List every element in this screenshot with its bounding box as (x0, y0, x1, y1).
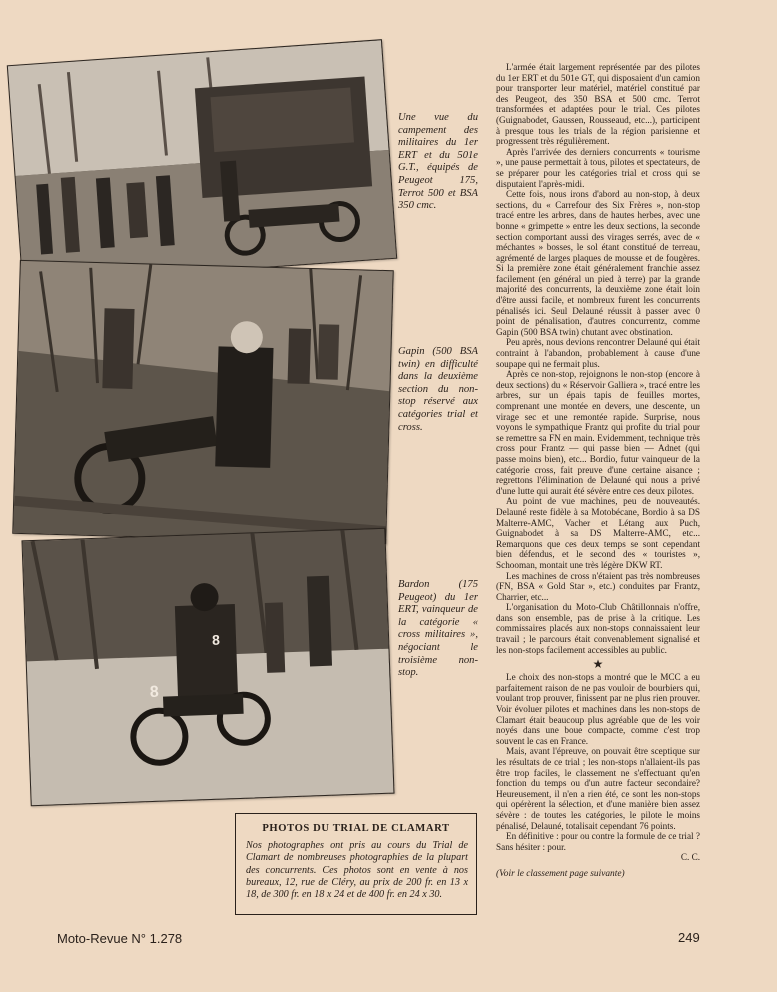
article-paragraph: Le choix des non-stops a montré que le MCC a eu parfaitement raison de ne pas vouloir de bourbiers qui, voulant trop prouver, finissent par ne plus rien prouver. Voir évoluer pilotes et machines dans les non-stops de Clamart était beaucoup plus agréable que de les voir noyés dans une boue compacte, comme c'est trop souvent le cas en France. (496, 672, 700, 746)
photo-bardon (21, 528, 394, 807)
caption-photo2: Gapin (500 BSA twin) en difficulté dans la deuxième section du non-stop réservé aux catégories trial et cross. (398, 346, 478, 433)
photos-box-text: Nos photographes ont pris au cours du Trial de Clamart de nombreuses photographies de la plupart des concurrents. Ces photos sont en vente à nos bureaux, 12, rue de Cléry, au prix de 200 fr. en 13 x 18, de 300 fr. en 18 x 24 et de 400 fr. en 24 x 30. (246, 840, 468, 901)
page-number: 249 (678, 930, 700, 945)
photo-military-camp (7, 39, 397, 285)
article-paragraph: En définitive : pour ou contre la formule de ce trial ? Sans hésiter : pour. (496, 831, 700, 852)
photos-box-title: PHOTOS DU TRIAL DE CLAMART (262, 823, 450, 834)
article-paragraph: Mais, avant l'épreuve, on pouvait être sceptique sur les résultats de ce trial ; les non-stops n'allaient-ils pas être trop faciles, le classement ne s'effectuant qu'en fonction du temps ou d'un autre facteur secondaire? Heureusement, il n'en a rien été, ce sont les non-stops qui opérèrent la sélection, et d'une manière bien assez sévère : de toutes les catégories, le pilote le moins pénalisé, Delauné, totalisait cependant 76 points. (496, 746, 700, 831)
article-column (496, 62, 700, 880)
article-paragraph: Après l'arrivée des derniers concurrents « tourisme », une pause permettait à tous, pilotes et spectateurs, de se préparer pour les catégories trial et cross qui se disputaient l'après-midi. (496, 146, 700, 189)
article-paragraph: Au point de vue machines, peu de nouveautés. Delauné reste fidèle à sa Motobécane, Bordio à sa DS Malterre-AMC, Vacher et Létang aux Puch, Guignabodet à sa DS Malterre-AMC, etc... Remarquons que ces deux temps se sont cependant bien défendus, et le second des « touristes », Schooman, montait une très légère DKW RT. (496, 496, 700, 570)
photo-bardon-image (23, 529, 394, 805)
article-signature: C. C. (680, 852, 700, 863)
article-paragraph: Peu après, nous devions rencontrer Delauné qui était contraint à l'abandon, probablement à cause d'une soupape qui ne fermait plus. (496, 337, 700, 369)
caption-photo3: Bardon (175 Peugeot) du 1er ERT, vainqueur de la catégorie « cross militaires », négociant le troisième non-stop. (398, 579, 478, 679)
photo-gapin-image (13, 261, 392, 543)
photos-info-box (235, 813, 477, 915)
article-paragraph: Les machines de cross n'étaient pas très nombreuses (FN, BSA « Gold Star », etc.) conduites par Frantz, Charrier, etc... (496, 570, 700, 602)
star-separator: ★ (592, 657, 604, 672)
article-paragraph: Après ce non-stop, rejoignons le non-stop (encore à deux sections) du « Réservoir Galliera », tracé entre les arbres, sur un épais tapis de feuilles mortes, comprenant une montée en devers, une descente, un virage sec et une remontée rapide. Surprise, nous voyons le sympathique Frantz qui profite du trial pour se remettre sa FN en main. Evidemment, technique très cross pour Frantz — qui passe bien — Adnet (qui passe moins bien), etc... Bordio, futur vainqueur de la catégorie cross, fait preuve d'une certaine aisance ; regrettons l'élimination de Delauné qui nous a privé d'une lutte qui aurait été sévère entre ces deux pilotes. (496, 369, 700, 496)
article-paragraph: Cette fois, nous irons d'abord au non-stop, à deux sections, du « Carrefour des Six Frères », non-stop tracé entre les arbres, dans de hautes herbes, avec une bonne « grimpette » entre les deux sections, la seconde section comportant aussi des virages serrés, avec de « méchantes » bosses, le sol étant constitué de terreau, agrémenté de larges plaques de mousse et de fougères. Si la première zone était généralement franchie assez facilement (en général un pied à terre) par la grande majorité des concurrents, la deuxième zone était loin d'être aussi facile, et nombreux furent les concurrents pénalisés ici. Seul Delauné réussit à passer avec 0 point de pénalisation, d'autres concurrentz, comme Gapin (500 BSA twin) chutant avec obstination. (496, 189, 700, 337)
classement-note: (Voir le classement page suivante) (496, 868, 625, 879)
magazine-issue: Moto-Revue N° 1.278 (57, 931, 183, 946)
caption-photo1: Une vue du campement des militaires du 1er ERT et du 501e G.T., équipés de Peugeot 175, Terrot 500 et BSA 350 cmc. (398, 112, 478, 212)
rider-bib-front: 8 (149, 683, 160, 702)
article-paragraph: L'armée était largement représentée par des pilotes du 1er ERT et du 501e GT, qui disposaient d'un camion pour transporter leur matériel, matériel constitué par des Peugeot, des 350 BSA et 500 cmc. Terrot transformées et adaptées pour le trial. Ces pilotes (Guignabodet, Gaussen, Rousseaud, etc...), participent à presque tous les trials de la région parisienne et progressent très régulièrement. (496, 62, 700, 147)
rider-bib-back: 8 (211, 631, 221, 648)
photo-gapin (12, 260, 394, 544)
article-paragraph: L'organisation du Moto-Club Châtillonnais n'offre, dans son ensemble, pas de prise à la critique. Les commissaires placés aux non-stops connaissaient leur travail ; le parcours était convenablement signalisé et les non-stops facilement accessibles au public. (496, 602, 700, 655)
photo-military-camp-image (8, 40, 396, 284)
